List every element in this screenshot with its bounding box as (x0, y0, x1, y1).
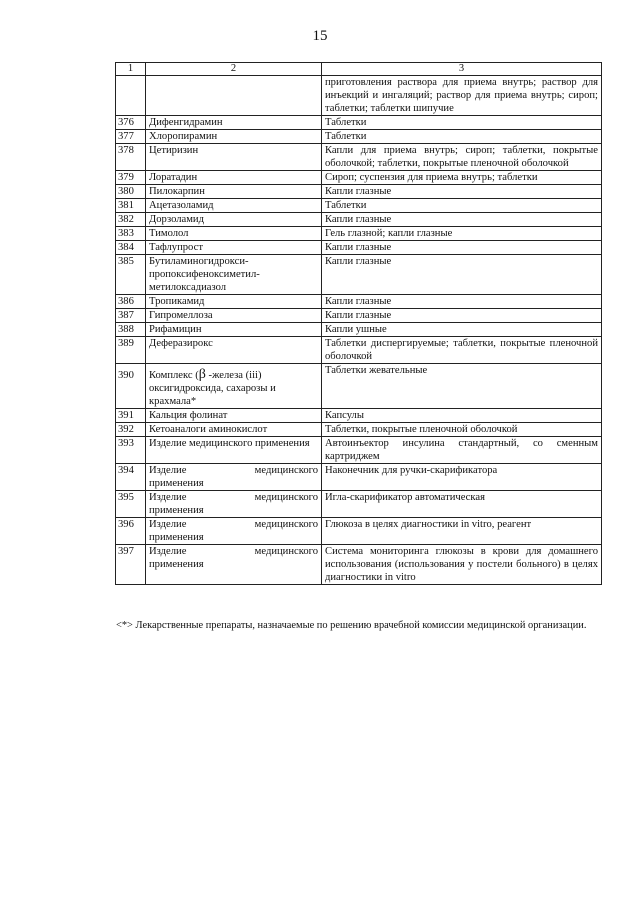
drug-name-line: применения (149, 532, 204, 543)
row-number: 378 (116, 144, 146, 171)
dosage-form: Капли глазные (322, 213, 602, 227)
table-row (116, 437, 602, 464)
drug-name-line (149, 369, 318, 382)
dosage-form: Система мониторинга глюкозы в крови для домашнего использования (использования у постели больного) в целях диагностики in vitro (322, 545, 602, 585)
table-row (116, 255, 602, 295)
row-number: 396 (116, 518, 146, 545)
beta-symbol: β (198, 367, 206, 382)
row-number: 393 (116, 437, 146, 464)
drug-name-part: Изделие (149, 519, 187, 530)
drug-name: Хлоропирамин (146, 130, 322, 144)
dosage-form: Капли глазные (322, 185, 602, 199)
drug-name-line: крахмала* (149, 396, 197, 407)
column-header: 3 (322, 63, 602, 76)
dosage-form: Автоинъектор инсулина стандартный, со сменным картриджем (322, 437, 602, 464)
drug-name-line: применения (149, 478, 204, 489)
table-row (116, 116, 602, 130)
drug-name-part: Изделие (149, 492, 187, 503)
drug-name-part: Изделие (149, 546, 187, 557)
row-number: 381 (116, 199, 146, 213)
footnote-text: Лекарственные препараты, назначаемые по решению врачебной комиссии медицинской организации. (135, 620, 587, 631)
row-number: 394 (116, 464, 146, 491)
table-row (116, 76, 602, 116)
row-number: 392 (116, 423, 146, 437)
table-row (116, 491, 602, 518)
table-row (116, 185, 602, 199)
drug-name (146, 364, 322, 409)
drug-name (146, 76, 322, 116)
table-row (116, 295, 602, 309)
table-row (116, 545, 602, 585)
row-number: 384 (116, 241, 146, 255)
row-number: 391 (116, 409, 146, 423)
row-number: 387 (116, 309, 146, 323)
drug-name: Лоратадин (146, 171, 322, 185)
drug-name: Пилокарпин (146, 185, 322, 199)
drug-name-line: метилоксадиазол (149, 282, 227, 293)
table-row (116, 464, 602, 491)
table-row (116, 309, 602, 323)
drug-name-part: Комплекс ( (149, 370, 199, 381)
dosage-form: Капсулы (322, 409, 602, 423)
table-row (116, 518, 602, 545)
footnote (116, 618, 600, 634)
dosage-form: Таблетки (322, 130, 602, 144)
drug-name: Ацетазоламид (146, 199, 322, 213)
column-header: 2 (146, 63, 322, 76)
dosage-form: Глюкоза в целях диагностики in vitro, реагент (322, 518, 602, 545)
table-row (116, 213, 602, 227)
table-row (116, 199, 602, 213)
dosage-form: Таблетки (322, 199, 602, 213)
dosage-form: Капли глазные (322, 241, 602, 255)
dosage-form: Гель глазной; капли глазные (322, 227, 602, 241)
dosage-form: Капли глазные (322, 295, 602, 309)
drug-name-part: медицинского (254, 465, 318, 476)
drug-name-line: применения (149, 559, 204, 570)
drug-name: Рифамицин (146, 323, 322, 337)
row-number: 383 (116, 227, 146, 241)
table-row (116, 130, 602, 144)
dosage-form: Капли ушные (322, 323, 602, 337)
row-number: 395 (116, 491, 146, 518)
drug-name (146, 545, 322, 585)
dosage-form: Наконечник для ручки-скарификатора (322, 464, 602, 491)
row-number: 390 (116, 364, 146, 409)
dosage-form: Капли для приема внутрь; сироп; таблетки, покрытые оболочкой; таблетки, покрытые пленочной оболочкой (322, 144, 602, 171)
drug-name-line (149, 545, 318, 558)
drug-name-line (149, 518, 318, 531)
drug-name-line (149, 491, 318, 504)
drug-name-part: медицинского (254, 492, 318, 503)
row-number: 397 (116, 545, 146, 585)
drug-name: Деферазирокс (146, 337, 322, 364)
drug-name: Тимолол (146, 227, 322, 241)
dosage-form: Таблетки жевательные (322, 364, 602, 409)
drug-name-line: пропоксифеноксиметил- (149, 269, 260, 280)
dosage-form: Таблетки, покрытые пленочной оболочкой (322, 423, 602, 437)
footnote-mark: <*> (116, 620, 133, 631)
row-number: 385 (116, 255, 146, 295)
table-row (116, 364, 602, 409)
drug-name-line: оксигидроксида, сахарозы и (149, 383, 276, 394)
drug-name-line: применения (149, 505, 204, 516)
table-row (116, 144, 602, 171)
row-number: 377 (116, 130, 146, 144)
drug-name-part: медицинского (254, 546, 318, 557)
table-row (116, 409, 602, 423)
table-row (116, 323, 602, 337)
row-number: 382 (116, 213, 146, 227)
table-row (116, 227, 602, 241)
row-number (116, 76, 146, 116)
drug-name: Тропикамид (146, 295, 322, 309)
drug-name (146, 491, 322, 518)
drug-name: Кетоаналоги аминокислот (146, 423, 322, 437)
dosage-form: Капли глазные (322, 309, 602, 323)
drug-name-part: медицинского (254, 519, 318, 530)
row-number: 376 (116, 116, 146, 130)
drug-name: Дорзоламид (146, 213, 322, 227)
dosage-form: Игла-скарификатор автоматическая (322, 491, 602, 518)
drug-name: Кальция фолинат (146, 409, 322, 423)
row-number: 388 (116, 323, 146, 337)
row-number: 389 (116, 337, 146, 364)
row-number: 386 (116, 295, 146, 309)
column-header: 1 (116, 63, 146, 76)
drug-name: Дифенгидрамин (146, 116, 322, 130)
table-header-row (116, 63, 602, 76)
drug-name: Изделие медицинского применения (146, 437, 322, 464)
dosage-form: Капли глазные (322, 255, 602, 295)
page-number: 15 (312, 28, 328, 44)
drug-name: Тафлупрост (146, 241, 322, 255)
drug-table (115, 62, 602, 585)
table-row (116, 171, 602, 185)
dosage-form: Таблетки (322, 116, 602, 130)
drug-name (146, 255, 322, 295)
table-row (116, 337, 602, 364)
drug-name: Гипромеллоза (146, 309, 322, 323)
drug-name-part: -железа (iii) (205, 370, 262, 381)
table-row (116, 423, 602, 437)
dosage-form: Таблетки диспергируемые; таблетки, покрытые пленочной оболочкой (322, 337, 602, 364)
table-row (116, 241, 602, 255)
drug-name (146, 518, 322, 545)
drug-name: Цетиризин (146, 144, 322, 171)
dosage-form: Сироп; суспензия для приема внутрь; таблетки (322, 171, 602, 185)
row-number: 380 (116, 185, 146, 199)
dosage-form: приготовления раствора для приема внутрь; раствор для инъекций и ингаляций; раствор для приема внутрь; сироп; таблетки; таблетки шипучие (322, 76, 602, 116)
drug-name-line: Бутиламиногидрокси- (149, 256, 249, 267)
drug-name-part: Изделие (149, 465, 187, 476)
row-number: 379 (116, 171, 146, 185)
drug-name (146, 464, 322, 491)
drug-name-line (149, 464, 318, 477)
